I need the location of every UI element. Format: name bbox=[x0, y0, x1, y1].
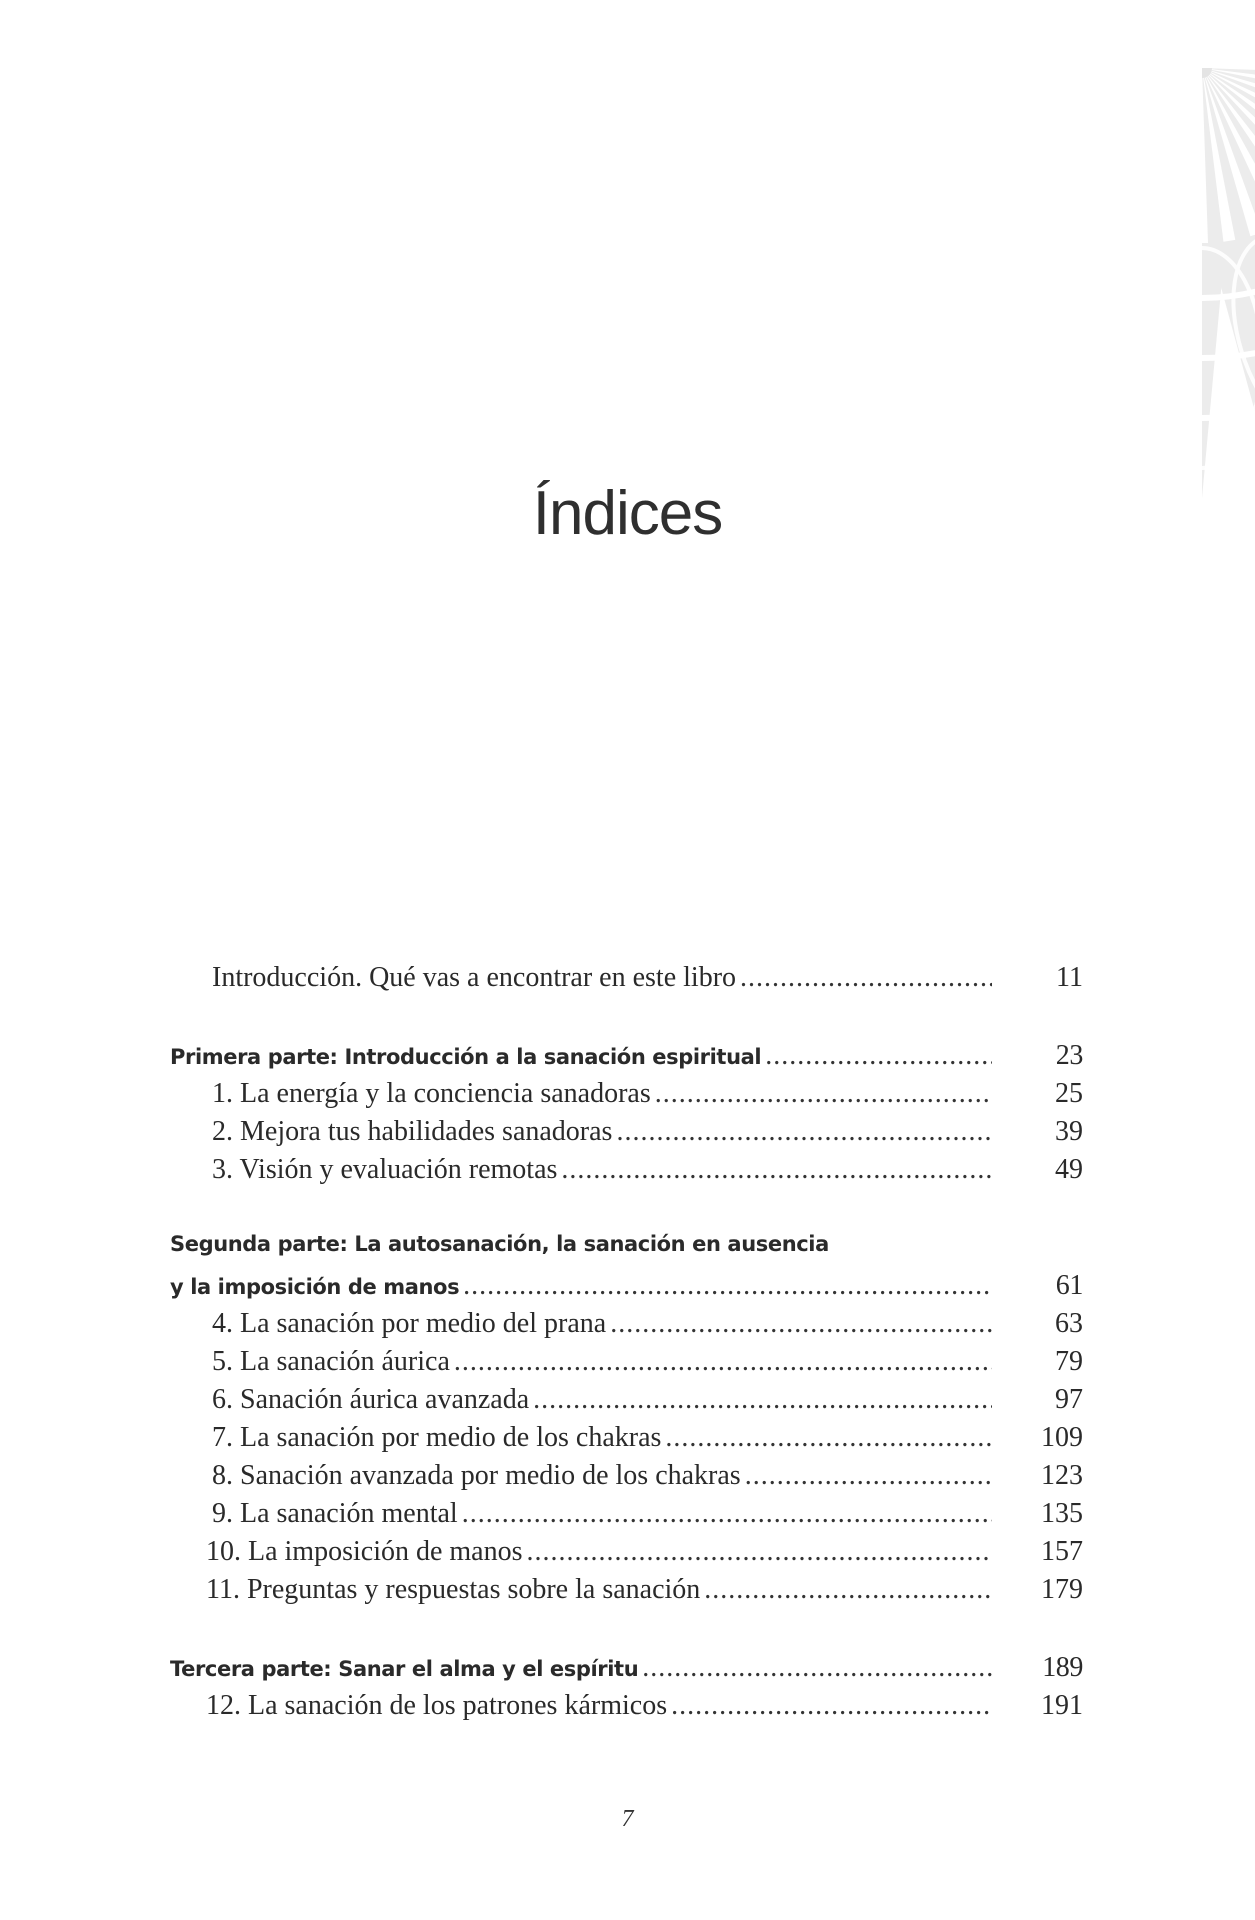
toc-part-2-line1[interactable]: Segunda parte: La autosanación, la sanación en ausencia bbox=[170, 1232, 829, 1256]
toc-page-number: 123 bbox=[1041, 1460, 1083, 1491]
toc-chapter-1[interactable] bbox=[212, 1078, 1083, 1116]
dot-leader bbox=[745, 1460, 992, 1492]
toc-entry-label: Introducción. Qué vas a encontrar en este libro bbox=[212, 962, 737, 993]
toc-chapter-6[interactable] bbox=[212, 1384, 1083, 1422]
dot-leader bbox=[616, 1116, 992, 1148]
toc-chapter-label: 8. Sanación avanzada por medio de los chakras bbox=[212, 1460, 741, 1491]
toc-page-number: 189 bbox=[1042, 1652, 1083, 1683]
toc-chapter-label: 1. La energía y la conciencia sanadoras bbox=[212, 1078, 651, 1109]
mandala-ornament-icon bbox=[0, 0, 1255, 520]
toc-chapter-label: 9. La sanación mental bbox=[212, 1498, 458, 1529]
dot-leader bbox=[527, 1536, 992, 1568]
toc-chapter-4[interactable] bbox=[212, 1308, 1083, 1346]
toc-part-label: y la imposición de manos bbox=[170, 1275, 460, 1299]
toc-chapter-label: 7. La sanación por medio de los chakras bbox=[212, 1422, 662, 1453]
toc-chapter-label: 12. La sanación de los patrones kármicos bbox=[206, 1690, 668, 1721]
toc-page-number: 109 bbox=[1041, 1422, 1083, 1453]
toc-chapter-label: 5. La sanación áurica bbox=[212, 1346, 450, 1377]
toc-chapter-label: 11. Preguntas y respuestas sobre la sanación bbox=[206, 1574, 701, 1605]
dot-leader bbox=[655, 1078, 992, 1110]
toc-page-number: 157 bbox=[1041, 1536, 1083, 1567]
toc-chapter-2[interactable] bbox=[212, 1116, 1083, 1154]
dot-leader bbox=[610, 1308, 992, 1340]
page-title: Índices bbox=[532, 479, 723, 548]
toc-chapter-3[interactable] bbox=[212, 1154, 1083, 1192]
dot-leader bbox=[765, 1040, 992, 1072]
toc-page-number: 23 bbox=[1055, 1040, 1083, 1071]
dot-leader bbox=[740, 962, 992, 994]
toc-page-number: 11 bbox=[1056, 962, 1083, 993]
dot-leader bbox=[561, 1154, 992, 1186]
toc-page-number: 79 bbox=[1055, 1346, 1083, 1377]
toc-page-number: 179 bbox=[1041, 1574, 1083, 1605]
toc-chapter-12[interactable] bbox=[206, 1690, 1083, 1728]
dot-leader bbox=[704, 1574, 992, 1606]
toc-chapter-label: 3. Visión y evaluación remotas bbox=[212, 1154, 558, 1185]
toc-page-number: 61 bbox=[1055, 1270, 1083, 1301]
toc-chapter-label: 6. Sanación áurica avanzada bbox=[212, 1384, 530, 1415]
toc-part-2[interactable] bbox=[170, 1270, 1083, 1308]
toc-chapter-11[interactable] bbox=[206, 1574, 1083, 1612]
toc-entry-intro[interactable] bbox=[212, 962, 1083, 1000]
dot-leader bbox=[665, 1422, 992, 1454]
toc-page-number: 135 bbox=[1041, 1498, 1083, 1529]
dot-leader bbox=[533, 1384, 992, 1416]
toc-page-number: 25 bbox=[1055, 1078, 1083, 1109]
dot-leader bbox=[454, 1346, 992, 1378]
toc-chapter-10[interactable] bbox=[206, 1536, 1083, 1574]
toc-chapter-label: 4. La sanación por medio del prana bbox=[212, 1308, 607, 1339]
toc-page-number: 49 bbox=[1055, 1154, 1083, 1185]
toc-page-number: 63 bbox=[1055, 1308, 1083, 1339]
toc-chapter-7[interactable] bbox=[212, 1422, 1083, 1460]
toc-chapter-5[interactable] bbox=[212, 1346, 1083, 1384]
page-number: 7 bbox=[621, 1806, 634, 1832]
toc-page-number: 97 bbox=[1055, 1384, 1083, 1415]
toc-chapter-label: 10. La imposición de manos bbox=[206, 1536, 523, 1567]
toc-chapter-8[interactable] bbox=[212, 1460, 1083, 1498]
toc-part-1[interactable] bbox=[170, 1040, 1083, 1078]
toc-chapter-label: 2. Mejora tus habilidades sanadoras bbox=[212, 1116, 613, 1147]
toc-page-number: 39 bbox=[1055, 1116, 1083, 1147]
toc-part-3[interactable] bbox=[170, 1652, 1083, 1690]
toc-part-label: Primera parte: Introducción a la sanación espiritual bbox=[170, 1045, 762, 1069]
dot-leader bbox=[642, 1652, 992, 1684]
toc-part-label: Tercera parte: Sanar el alma y el espíritu bbox=[170, 1657, 639, 1681]
dot-leader bbox=[463, 1270, 992, 1302]
dot-leader bbox=[671, 1690, 992, 1722]
toc-chapter-9[interactable] bbox=[212, 1498, 1083, 1536]
toc-page-number: 191 bbox=[1041, 1690, 1083, 1721]
dot-leader bbox=[462, 1498, 992, 1530]
